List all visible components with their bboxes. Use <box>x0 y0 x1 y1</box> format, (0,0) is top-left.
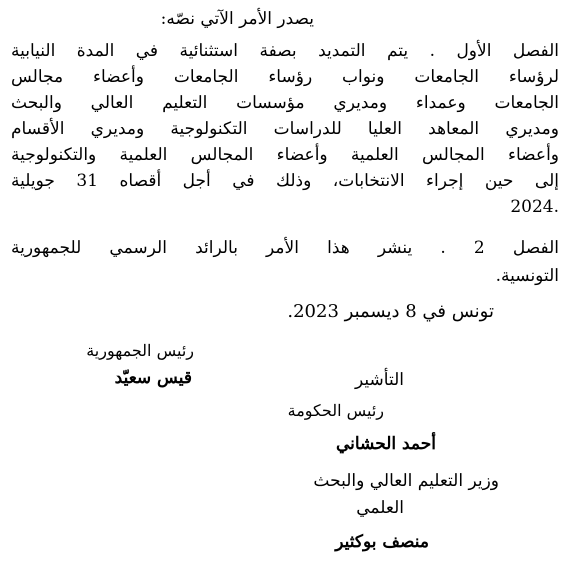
article-2-line-1: الفصل 2 . ينشر هذا الأمر بالرائد الرسمي للجمهورية <box>11 238 560 258</box>
president-title: رئيس الجمهورية <box>86 341 194 360</box>
president-name: قيس سعيّد <box>114 368 192 388</box>
article-1-line-5: وأعضاء المجالس العلمية وأعضاء المجالس العلمية والتكنولوجية <box>11 145 559 165</box>
minister-title-line-2: العلمي <box>356 498 404 518</box>
article-1-line-4: ومديري المعاهد العليا للدراسات التكنولوجية ومديري الأقسام <box>11 119 559 139</box>
prime-minister-name: أحمد الحشاني <box>335 434 436 454</box>
article-1-line-1: الفصل الأول . يتم التمديد بصفة استثنائية في المدة النيابية <box>11 41 559 61</box>
article-1-line-7: 2024. <box>510 197 559 217</box>
countersign-label: التأشير <box>355 370 404 390</box>
article-1-line-6: إلى حين إجراء الانتخابات، وذلك في أجل أقصاه 31 جويلية <box>11 171 559 191</box>
minister-name: منصف بوكثير <box>335 532 429 552</box>
date-line: تونس في 8 ديسمبر 2023. <box>287 301 494 322</box>
article-1-line-2: لرؤساء الجامعات ونواب رؤساء الجامعات وأعضاء مجالس <box>11 67 559 87</box>
decree-intro: يصدر الأمر الآتي نصّه: <box>160 9 314 29</box>
article-2-line-2: التونسية. <box>495 266 559 286</box>
article-1-line-3: الجامعات وعمداء ومديري مؤسسات التعليم العالي والبحث <box>11 93 559 113</box>
minister-title-line-1: وزير التعليم العالي والبحث <box>313 471 499 491</box>
prime-minister-title: رئيس الحكومة <box>287 401 384 420</box>
